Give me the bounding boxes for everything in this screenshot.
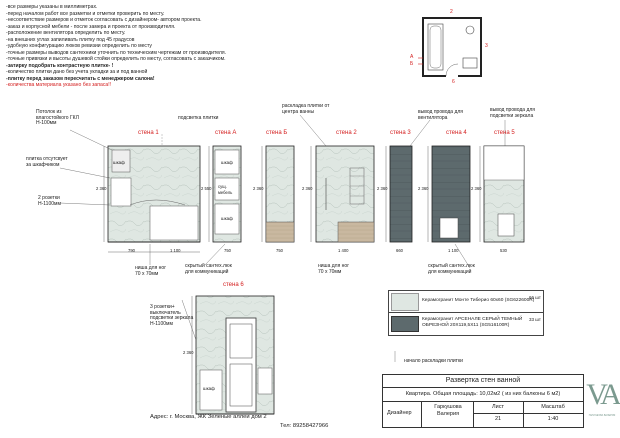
callout-mirror-light: вывод провода для подсветки зеркала: [490, 107, 535, 119]
callout-niche: ниша для ног 70 х 70мм: [135, 265, 167, 277]
note-line: -на внешних углах запиливать плитку под 45 градусов: [6, 36, 135, 43]
title-block: [382, 374, 584, 428]
wall-title: стена 2: [336, 130, 357, 136]
sheet-title: Развертка стен ванной: [445, 377, 521, 384]
legend-qty: 66 шт: [529, 295, 541, 300]
plan-label-3: 3: [485, 43, 488, 49]
note-line: -количество плитки дано без учета укладки за и под ванной: [6, 69, 148, 75]
wall-5-elevation: [480, 146, 524, 242]
plan-label-6: 6: [452, 79, 455, 85]
wall-1-elevation: [104, 134, 200, 252]
callout-ceiling: Потолок из влагостойкого ГКЛ Н-100мм: [36, 109, 79, 127]
dim-height: 2 360: [302, 186, 313, 191]
cabinet-label: сущ. мебель: [218, 184, 233, 195]
note-line: -все размеры указаны в миллиметрах.: [6, 4, 98, 10]
note-line: -плитку перед заказом пересчитать с менеджером салона!: [6, 75, 155, 82]
sheet-label: Лист: [492, 404, 504, 410]
wall-title: стена 1: [138, 130, 159, 136]
note-line: -несоответствие размеров и отметок согласовать с дизайнером- автором проекта.: [6, 17, 202, 23]
material-legend: [388, 290, 544, 336]
dim-width: 750: [276, 248, 283, 253]
wall-title: стена 6: [223, 282, 244, 288]
wall-title: стена 3: [390, 130, 411, 136]
dim-width: 1 100: [170, 248, 181, 253]
legend-swatch: [391, 293, 419, 311]
dim-width: 750: [224, 248, 231, 253]
dim-height: 2 360: [183, 350, 194, 355]
plan-label-a: А: [410, 54, 414, 60]
scale-label: Масштаб: [541, 404, 565, 410]
note-line: -удобную конфигурацию люков ревизии определить по месту: [6, 43, 152, 49]
dim-height: 2 550: [201, 186, 212, 191]
address: Адрес: г. Москва, ЖК Зеленые аллеи дом 2: [150, 414, 267, 420]
note-line: -затирку подобрать контрастную плитке- !: [6, 62, 114, 69]
callout-sewage: скрытый сантех.люк для коммуникаций: [185, 263, 232, 275]
callout-backlight: подсветка плитки: [178, 115, 219, 121]
cabinet-label: шкаф: [221, 160, 233, 165]
callout-sockets: 2 розетки Н-1100мм: [38, 195, 61, 207]
designer-name: Гаркушова Валерия: [434, 404, 462, 417]
designer-logo: [586, 378, 618, 426]
wall-title: стена Б: [266, 130, 288, 136]
dim-width: 790: [128, 248, 135, 253]
callout-sockets3: 3 розетки+ выключатель подсветки зеркала Н-1100мм: [150, 304, 194, 327]
scale-value: 1:40: [547, 416, 559, 422]
legend-name: Керамогранит АРСЕНАЛЕ СЕРЫЙ ТЕМНЫЙ ОБРЕЗНОЙ 20Х119,5Х11 (SG516100R): [422, 317, 523, 328]
logo-mark: VA: [586, 378, 618, 411]
note-line: -количества материала указано без запаса!!: [6, 82, 112, 88]
wall-2-elevation: [311, 146, 374, 242]
wall-3-elevation: [386, 146, 412, 242]
note-line: -точные привязки и высоты душевой стойки определить по месту, согласовать с заказчиком.: [6, 56, 226, 62]
callout-vent: вывод провода для вентилятора: [418, 109, 463, 121]
dim-width: 530: [500, 248, 507, 253]
wall-title: стена 4: [446, 130, 467, 136]
wall-6-elevation: [192, 296, 274, 414]
sheet-number: 21: [494, 416, 502, 422]
cabinet-label: шкаф: [113, 160, 125, 165]
dim-height: 2 360: [96, 186, 107, 191]
note-line: -перед началом работ все разметки и отметки проверить по месту.: [6, 10, 165, 17]
legend-name: Керамогранит Монте Тиберио 60х60 (SG622600R): [422, 298, 535, 303]
cabinet-label: шкаф: [203, 386, 215, 391]
note-line: -расположение вентилятора определить по месту.: [6, 30, 126, 36]
note-line: -заказ и корпусной мебели - после замера и проекта от производителя.: [6, 23, 176, 30]
plan-label-b: Б: [410, 61, 414, 67]
callout-tile-layout: раскладка плитки от центра ванны: [282, 103, 330, 115]
dim-width: 1 100: [448, 248, 459, 253]
dim-height: 2 360: [377, 186, 388, 191]
dim-width: 660: [396, 248, 403, 253]
role-label: Дизайнер: [387, 410, 412, 416]
logo-caption: ГАРКУШОВА ВАЛЕРИЯ: [588, 414, 616, 417]
wall-title: стена 5: [494, 130, 515, 136]
note-line: -точные размеры выводов сантехники уточнить по техническим чертежам от производителя.: [6, 49, 227, 56]
callout-niche2: ниша для ног 70 х 70мм: [318, 263, 350, 275]
wall-title: стена А: [215, 130, 237, 136]
floor-plan: [418, 18, 481, 76]
wall-4-elevation: [428, 146, 470, 242]
sheet-subtitle: Квартира. Общая площадь: 10,02м2 ( из них балконы 6 м2): [405, 391, 561, 397]
plan-label-2: 2: [450, 9, 453, 15]
dim-height: 2 360: [471, 186, 482, 191]
legend-qty: 33 шт: [529, 317, 541, 322]
phone: Тел: 89258427966: [280, 423, 329, 429]
callout-tile-absent: плитка отсутсвует за шкафчиком: [26, 156, 68, 168]
wall-b-elevation: [262, 146, 294, 242]
callout-sewage2: скрытый сантех.люк для коммуникаций: [428, 263, 475, 275]
dim-height: 2 360: [418, 186, 429, 191]
legend-swatch: [391, 316, 419, 332]
dim-height: 2 360: [253, 186, 264, 191]
cabinet-label: шкаф: [221, 216, 233, 221]
dim-width: 1 400: [338, 248, 349, 253]
callout-start-layout: начало раскладки плитки: [404, 358, 463, 364]
